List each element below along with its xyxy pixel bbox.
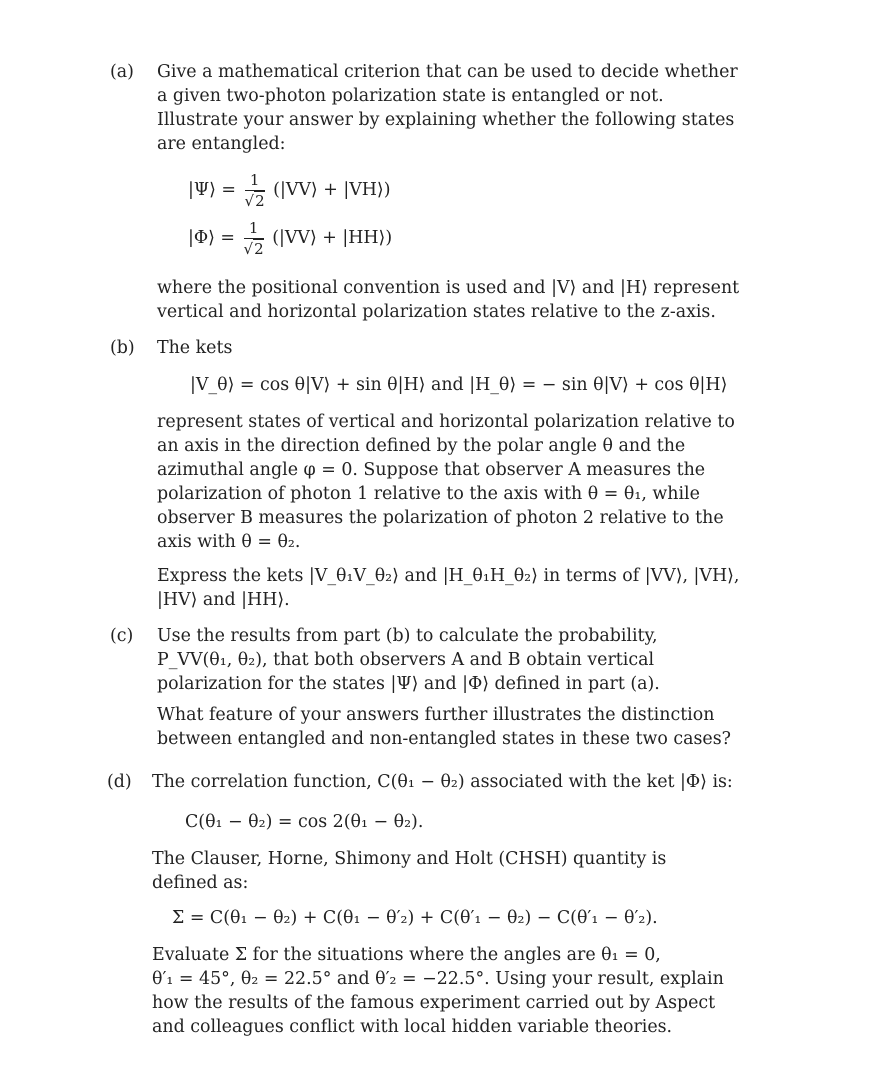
part-d-question bbox=[152, 943, 724, 1039]
phi-equation bbox=[188, 218, 392, 259]
correlation-equation: C(θ₁ − θ₂) = cos 2(θ₁ − θ₂). bbox=[185, 812, 424, 832]
part-d-line: and colleagues conflict with local hidden variable theories. bbox=[152, 1017, 673, 1037]
part-b-intro: The kets bbox=[157, 338, 233, 358]
part-b-line: |HV⟩ and |HH⟩. bbox=[157, 590, 290, 610]
fraction-denominator: √2 bbox=[244, 192, 265, 210]
part-d-line: θ′₁ = 45°, θ₂ = 22.5° and θ′₂ = −22.5°. Using your result, explain bbox=[152, 969, 724, 989]
part-d-line: Evaluate Σ for the situations where the angles are θ₁ = 0, bbox=[152, 945, 661, 965]
part-b-line: axis with θ = θ₂. bbox=[157, 532, 301, 552]
part-a-explanation bbox=[157, 276, 739, 324]
part-c-label: (c) bbox=[110, 626, 134, 646]
part-a-line: where the positional convention is used and |V⟩ and |H⟩ represent bbox=[157, 278, 740, 298]
part-b-line: Express the kets |V_θ₁V_θ₂⟩ and |H_θ₁H_θ₂⟩ in terms of |VV⟩, |VH⟩, bbox=[157, 566, 740, 586]
psi-rhs: (|VV⟩ + |VH⟩) bbox=[273, 180, 391, 200]
phi-rhs: (|VV⟩ + |HH⟩) bbox=[272, 228, 393, 248]
part-a-line: Illustrate your answer by explaining whether the following states bbox=[157, 110, 735, 130]
psi-equation bbox=[188, 170, 391, 211]
fraction-numerator: 1 bbox=[244, 218, 264, 239]
part-d-line: The Clauser, Horne, Shimony and Holt (CHSH) quantity is bbox=[152, 849, 667, 869]
part-b-task bbox=[157, 564, 739, 612]
sqrt-radicand: 2 bbox=[255, 192, 265, 210]
part-d-line: defined as: bbox=[152, 873, 249, 893]
part-c-line: polarization for the states |Ψ⟩ and |Φ⟩ defined in part (a). bbox=[157, 674, 660, 694]
part-c-line: Use the results from part (b) to calculate the probability, bbox=[157, 626, 658, 646]
part-d-label: (d) bbox=[107, 772, 132, 792]
part-b-line: observer B measures the polarization of photon 2 relative to the bbox=[157, 508, 724, 528]
part-c-followup bbox=[157, 703, 731, 751]
part-a-label: (a) bbox=[110, 62, 134, 82]
part-c-line: between entangled and non-entangled states in these two cases? bbox=[157, 729, 731, 749]
part-a-line: are entangled: bbox=[157, 134, 286, 154]
part-d-definition bbox=[152, 847, 666, 895]
part-a-line: vertical and horizontal polarization states relative to the z-axis. bbox=[157, 302, 716, 322]
part-c-line: P_VV(θ₁, θ₂), that both observers A and B obtain vertical bbox=[157, 650, 655, 670]
part-b-line: an axis in the direction defined by the polar angle θ and the bbox=[157, 436, 686, 456]
part-b-line: azimuthal angle φ = 0. Suppose that observer A measures the bbox=[157, 460, 706, 480]
part-b-question bbox=[157, 410, 735, 554]
part-a-line: a given two-photon polarization state is entangled or not. bbox=[157, 86, 664, 106]
chsh-equation: Σ = C(θ₁ − θ₂) + C(θ₁ − θ′₂) + C(θ′₁ − θ₂) − C(θ′₁ − θ′₂). bbox=[172, 908, 658, 928]
sqrt-radicand: 2 bbox=[254, 240, 264, 258]
phi-lhs: |Φ⟩ = bbox=[188, 228, 236, 248]
part-a-question bbox=[157, 60, 738, 156]
fraction bbox=[245, 170, 265, 211]
part-a-line: Give a mathematical criterion that can be used to decide whether bbox=[157, 62, 738, 82]
part-b-line: represent states of vertical and horizontal polarization relative to bbox=[157, 412, 735, 432]
psi-lhs: |Ψ⟩ = bbox=[188, 180, 236, 200]
part-d-intro: The correlation function, C(θ₁ − θ₂) associated with the ket |Φ⟩ is: bbox=[152, 772, 733, 792]
part-d-line: how the results of the famous experiment carried out by Aspect bbox=[152, 993, 716, 1013]
part-b-line: polarization of photon 1 relative to the axis with θ = θ₁, while bbox=[157, 484, 700, 504]
fraction-numerator: 1 bbox=[245, 170, 265, 191]
fraction bbox=[244, 218, 264, 259]
kets-equation: |V_θ⟩ = cos θ|V⟩ + sin θ|H⟩ and |H_θ⟩ = − sin θ|V⟩ + cos θ|H⟩ bbox=[190, 375, 728, 395]
part-b-label: (b) bbox=[110, 338, 135, 358]
part-c-question bbox=[157, 624, 660, 696]
fraction-denominator: √2 bbox=[243, 240, 264, 258]
part-c-line: What feature of your answers further illustrates the distinction bbox=[157, 705, 715, 725]
